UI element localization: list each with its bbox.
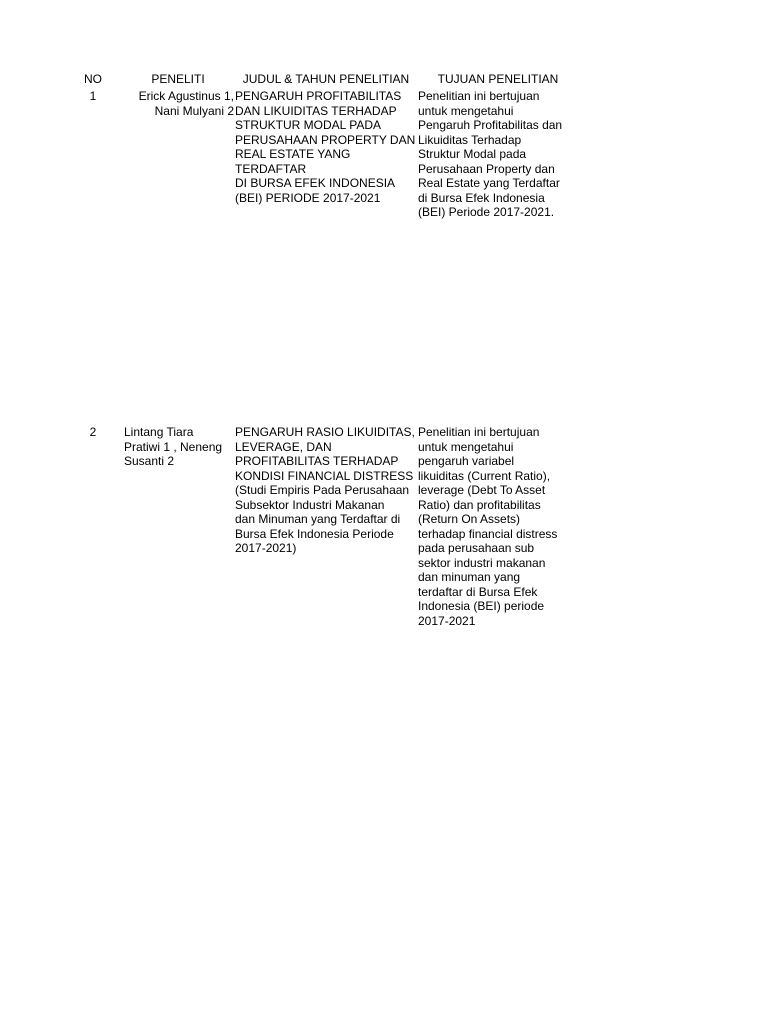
research-objective: Penelitian ini bertujuan untuk mengetahui pengaruh variabel likuiditas (Current Ratio), leverage (Debt To Asset Ratio) dan profitabilitas (Return On Assets) terhadap financial distress pada perusahaan sub sektor industri makanan dan minuman yang terdaftar di Bursa Efek Indonesia (BEI) periode 2017-2021 <box>418 425 558 628</box>
header-tujuan: TUJUAN PENELITIAN <box>437 72 559 86</box>
header-judul: JUDUL & TAHUN PENELITIAN <box>242 72 410 86</box>
row-number: 1 <box>89 89 97 103</box>
research-title: PENGARUH PROFITABILITAS DAN LIKUIDITAS TERHADAP STRUKTUR MODAL PADA PERUSAHAAN PROPERTY DAN REAL ESTATE YANG TERDAFTAR DI BURSA EFEK INDONESIA (BEI) PERIODE 2017-2021 <box>235 89 416 205</box>
research-title: PENGARUH RASIO LIKUIDITAS, LEVERAGE, DAN PROFITABILITAS TERHADAP KONDISI FINANCIAL DISTRESS (Studi Empiris Pada Perusahaan Subsektor Industri Makanan dan Minuman yang Terdaftar di Bursa Efek Indonesia Periode 2017-2021) <box>235 425 415 555</box>
research-objective: Penelitian ini bertujuan untuk mengetahui Pengaruh Profitabilitas dan Likuiditas Terhadap Struktur Modal pada Perusahaan Property dan Real Estate yang Terdaftar di Bursa Efek Indonesia (BEI) Periode 2017-2021. <box>418 89 563 219</box>
row-number: 2 <box>89 425 97 439</box>
header-peneliti: PENELITI <box>151 72 205 86</box>
researcher-names: Lintang Tiara Pratiwi 1 , Neneng Susanti 2 <box>124 425 223 468</box>
header-no: NO <box>84 72 102 86</box>
researcher-names: Erick Agustinus 1, Nani Mulyani 2 <box>138 89 234 118</box>
